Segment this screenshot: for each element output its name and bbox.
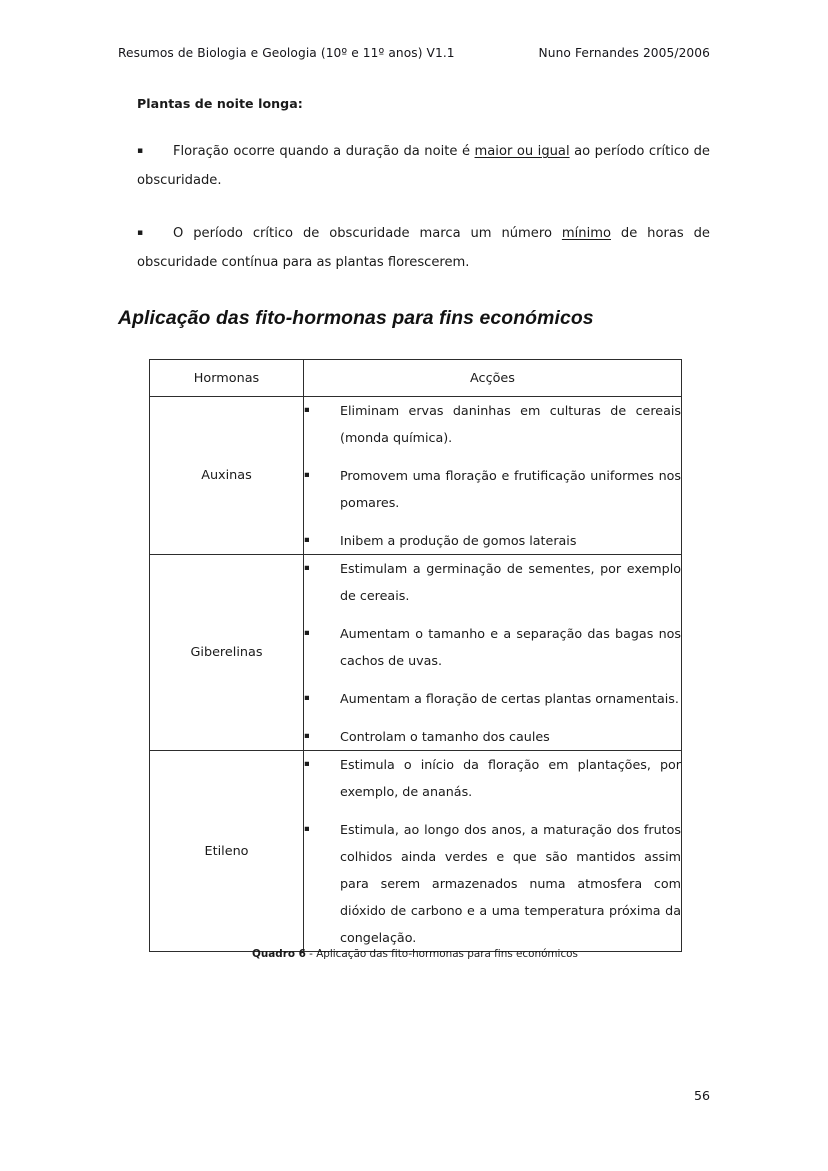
table-header-row [150,360,682,397]
action-text: Aumentam a floração de certas plantas ornamentais. [340,691,679,706]
bullet-text-before-2: O período crítico de obscuridade marca um número [173,226,562,241]
list-item [304,685,681,712]
table-row [150,397,682,555]
table-row [150,555,682,751]
list-item [304,555,681,609]
table-row [150,751,682,952]
caption-text: Aplicação das fito-hormonas para fins económicos [316,948,578,960]
action-text: Aumentam o tamanho e a separação das bagas nos cachos de uvas. [340,626,681,668]
list-item [304,816,681,951]
square-bullet-icon: ▪ [304,759,310,769]
hormones-table-container [149,359,681,952]
square-bullet-icon: ▪ [304,470,310,480]
hormone-name-etileno: Etileno [150,751,304,952]
actions-cell-giberelinas [304,555,682,751]
square-bullet-icon: ▪ [304,824,310,834]
square-bullet-icon: ▪ [137,146,144,156]
running-header [118,46,710,60]
bullet-text-after-1: ao período crítico de obscuridade. [137,144,710,188]
table-caption [149,948,681,960]
header-title-left: Resumos de Biologia e Geologia (10º e 11º anos) V1.1 [118,46,455,60]
bullet-text-before-1: Floração ocorre quando a duração da noite é [173,144,475,159]
square-bullet-icon: ▪ [304,563,310,573]
column-header-hormonas: Hormonas [150,360,304,397]
square-bullet-icon: ▪ [304,535,310,545]
action-list-etileno [304,751,681,951]
square-bullet-icon: ▪ [304,628,310,638]
square-bullet-icon: ▪ [137,228,144,238]
bullet-paragraph-1 [137,137,710,195]
section-heading: Aplicação das fito-hormonas para fins económicos [118,307,594,329]
list-item [304,462,681,516]
action-list-giberelinas [304,555,681,750]
action-text: Estimula o início da floração em plantações, por exemplo, de ananás. [340,757,681,799]
list-item [304,397,681,451]
bullet-underlined-1: maior ou igual [474,144,570,159]
action-text: Estimulam a germinação de sementes, por exemplo de cereais. [340,561,681,603]
list-item [304,527,681,554]
list-item [304,751,681,805]
action-text: Estimula, ao longo dos anos, a maturação dos frutos colhidos ainda verdes e que são mantidos assim para serem armazenados numa atmosfera com dióxido de carbono e a uma temperatura próxima da congelação. [340,822,681,945]
bullet-paragraph-2 [137,219,710,277]
square-bullet-icon: ▪ [304,405,310,415]
action-text: Controlam o tamanho dos caules [340,729,550,744]
bullet-underlined-2: mínimo [561,226,611,241]
hormones-table [149,359,682,952]
action-list-auxinas [304,397,681,554]
list-item [304,723,681,750]
action-text: Eliminam ervas daninhas em culturas de cereais (monda química). [340,403,681,445]
square-bullet-icon: ▪ [304,693,310,703]
square-bullet-icon: ▪ [304,731,310,741]
body-text-block [137,96,710,277]
page-number: 56 [693,1088,710,1103]
header-author-right: Nuno Fernandes 2005/2006 [538,46,710,60]
lead-label: Plantas de noite longa: [137,96,303,111]
actions-cell-auxinas [304,397,682,555]
action-text: Promovem uma floração e frutificação uniformes nos pomares. [340,468,681,510]
list-item [304,620,681,674]
caption-label: Quadro 6 [252,948,306,960]
bullet-text-after-2: de horas de obscuridade contínua para as plantas florescerem. [137,226,710,270]
hormone-name-auxinas: Auxinas [150,397,304,555]
caption-separator: - [305,948,317,960]
hormone-name-giberelinas: Giberelinas [150,555,304,751]
action-text: Inibem a produção de gomos laterais [340,533,577,548]
column-header-accoes: Acções [304,360,682,397]
actions-cell-etileno [304,751,682,952]
